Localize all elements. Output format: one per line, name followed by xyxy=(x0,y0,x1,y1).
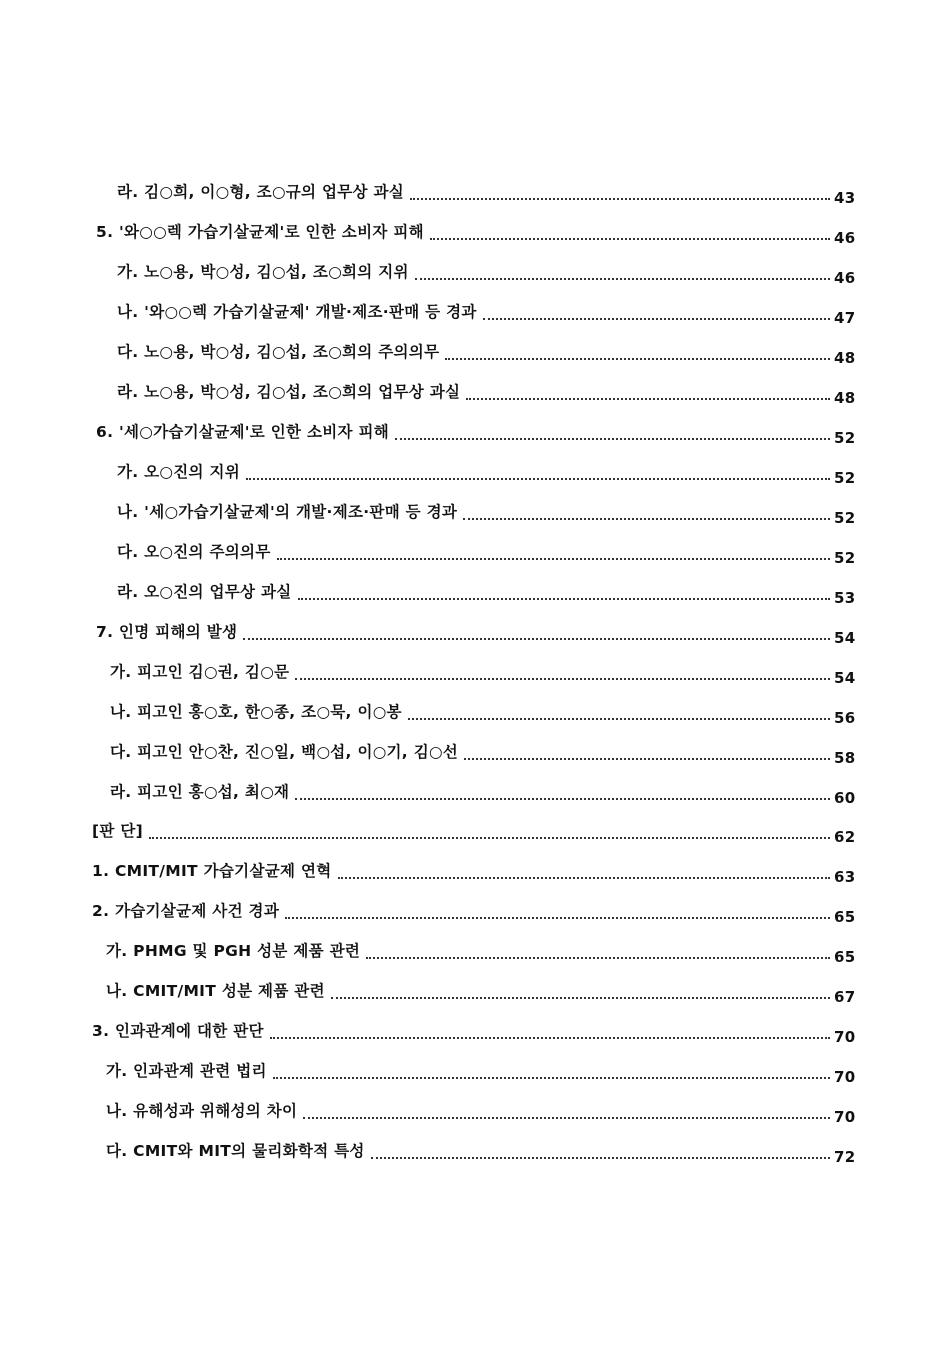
toc-dot-leader xyxy=(298,597,830,600)
toc-entry[interactable] xyxy=(117,298,854,326)
toc-entry-page: 52 xyxy=(834,509,856,527)
toc-entry-title: 가. PHMG 및 PGH 성분 제품 관련 xyxy=(106,941,361,960)
toc-dot-leader xyxy=(366,956,830,959)
toc-entry-page: 48 xyxy=(834,389,856,407)
toc-entry-title: 나. '와○○렉 가습기살균제' 개발·제조·판매 등 경과 xyxy=(117,302,477,321)
toc-entry-title: 가. 노○용, 박○성, 김○섭, 조○희의 지위 xyxy=(117,262,409,281)
toc-entry-title: 라. 오○진의 업무상 과실 xyxy=(117,582,292,601)
toc-entry-title: 7. 인명 피해의 발생 xyxy=(96,622,238,641)
toc-entry[interactable] xyxy=(110,658,854,686)
toc-dot-leader xyxy=(483,317,830,320)
toc-entry-page: 43 xyxy=(834,189,856,207)
toc-dot-leader xyxy=(463,517,830,520)
toc-entry[interactable] xyxy=(92,1017,854,1045)
toc-dot-leader xyxy=(149,836,830,839)
toc-dot-leader xyxy=(285,916,830,919)
toc-entry[interactable] xyxy=(110,698,854,726)
toc-dot-leader xyxy=(246,477,830,480)
toc-entry-page: 63 xyxy=(834,868,856,886)
toc-entry-title: 라. 피고인 홍○섭, 최○재 xyxy=(110,782,290,801)
toc-entry-page: 70 xyxy=(834,1108,856,1126)
toc-dot-leader xyxy=(371,1156,830,1159)
toc-entry-page: 54 xyxy=(834,629,856,647)
toc-dot-leader xyxy=(395,437,830,440)
toc-entry-page: 60 xyxy=(834,789,856,807)
toc-entry-page: 62 xyxy=(834,828,856,846)
toc-entry-title: 1. CMIT/MIT 가습기살균제 연혁 xyxy=(92,861,332,880)
toc-entry-title: 나. 피고인 홍○호, 한○종, 조○묵, 이○봉 xyxy=(110,702,402,721)
toc-entry[interactable] xyxy=(106,977,854,1005)
toc-entry[interactable] xyxy=(96,218,854,246)
toc-dot-leader xyxy=(464,757,830,760)
toc-dot-leader xyxy=(338,876,830,879)
toc-dot-leader xyxy=(303,1116,830,1119)
toc-dot-leader xyxy=(270,1036,830,1039)
toc-entry-title: 라. 김○희, 이○형, 조○규의 업무상 과실 xyxy=(117,182,405,201)
toc-entry-title: 다. 피고인 안○찬, 진○일, 백○섭, 이○기, 김○선 xyxy=(110,742,459,761)
toc-entry-title: 가. 인과관계 관련 법리 xyxy=(106,1061,267,1080)
toc-entry-page: 70 xyxy=(834,1068,856,1086)
toc-entry-page: 52 xyxy=(834,549,856,567)
toc-entry-title: 가. 피고인 김○권, 김○문 xyxy=(110,662,290,681)
toc-entry-title: [판 단] xyxy=(92,821,144,840)
toc-entry-title: 가. 오○진의 지위 xyxy=(117,462,241,481)
toc-entry[interactable] xyxy=(117,378,854,406)
toc-dot-leader xyxy=(415,277,830,280)
toc-entry-title: 6. '세○가습기살균제'로 인한 소비자 피해 xyxy=(96,422,390,441)
toc-entry[interactable] xyxy=(106,1137,854,1165)
toc-dot-leader xyxy=(445,357,830,360)
toc-entry-page: 46 xyxy=(834,229,856,247)
toc-entry-page: 58 xyxy=(834,749,856,767)
toc-entry-page: 67 xyxy=(834,988,856,1006)
toc-entry-title: 5. '와○○렉 가습기살균제'로 인한 소비자 피해 xyxy=(96,222,424,241)
toc-entry[interactable] xyxy=(92,857,854,885)
toc-entry[interactable] xyxy=(117,458,854,486)
toc-entry[interactable] xyxy=(110,738,854,766)
toc-dot-leader xyxy=(430,237,830,240)
toc-entry-title: 다. CMIT와 MIT의 물리화학적 특성 xyxy=(106,1141,365,1160)
toc-entry-title: 2. 가습기살균제 사건 경과 xyxy=(92,901,280,920)
toc-entry-title: 3. 인과관계에 대한 판단 xyxy=(92,1021,264,1040)
toc-entry[interactable] xyxy=(110,778,854,806)
toc-entry-title: 라. 노○용, 박○성, 김○섭, 조○희의 업무상 과실 xyxy=(117,382,461,401)
toc-entry-page: 53 xyxy=(834,589,856,607)
toc-entry[interactable] xyxy=(117,538,854,566)
toc-dot-leader xyxy=(295,797,830,800)
toc-entry-page: 70 xyxy=(834,1028,856,1046)
toc-entry-title: 다. 노○용, 박○성, 김○섭, 조○희의 주의의무 xyxy=(117,342,440,361)
toc-entry-page: 54 xyxy=(834,669,856,687)
toc-entry[interactable] xyxy=(117,338,854,366)
toc-dot-leader xyxy=(331,996,830,999)
toc-entry-page: 46 xyxy=(834,269,856,287)
toc-entry[interactable] xyxy=(106,937,854,965)
toc-entry[interactable] xyxy=(117,578,854,606)
toc-entry-page: 56 xyxy=(834,709,856,727)
toc-entry[interactable] xyxy=(117,178,854,206)
toc-entry[interactable] xyxy=(117,498,854,526)
toc-dot-leader xyxy=(410,197,830,200)
toc-entry-page: 72 xyxy=(834,1148,856,1166)
toc-dot-leader xyxy=(273,1076,830,1079)
toc-dot-leader xyxy=(243,637,830,640)
toc-entry[interactable] xyxy=(96,418,854,446)
toc-entry[interactable] xyxy=(92,897,854,925)
toc-entry[interactable] xyxy=(106,1097,854,1125)
toc-entry-page: 52 xyxy=(834,429,856,447)
toc-entry-title: 나. 유해성과 위해성의 차이 xyxy=(106,1101,298,1120)
toc-dot-leader xyxy=(295,677,830,680)
toc-entry-page: 47 xyxy=(834,309,856,327)
toc-entry[interactable] xyxy=(117,258,854,286)
toc-entry[interactable] xyxy=(96,618,854,646)
toc-entry-page: 65 xyxy=(834,948,856,966)
toc-entry[interactable] xyxy=(92,817,854,845)
toc-entry-title: 나. '세○가습기살균제'의 개발·제조·판매 등 경과 xyxy=(117,502,458,521)
toc-entry-title: 다. 오○진의 주의의무 xyxy=(117,542,271,561)
toc-entry-page: 52 xyxy=(834,469,856,487)
toc-entry-title: 나. CMIT/MIT 성분 제품 관련 xyxy=(106,981,325,1000)
toc-entry-page: 48 xyxy=(834,349,856,367)
toc-entry[interactable] xyxy=(106,1057,854,1085)
toc-entry-page: 65 xyxy=(834,908,856,926)
toc-dot-leader xyxy=(277,557,830,560)
toc-dot-leader xyxy=(466,397,830,400)
toc-dot-leader xyxy=(408,717,830,720)
